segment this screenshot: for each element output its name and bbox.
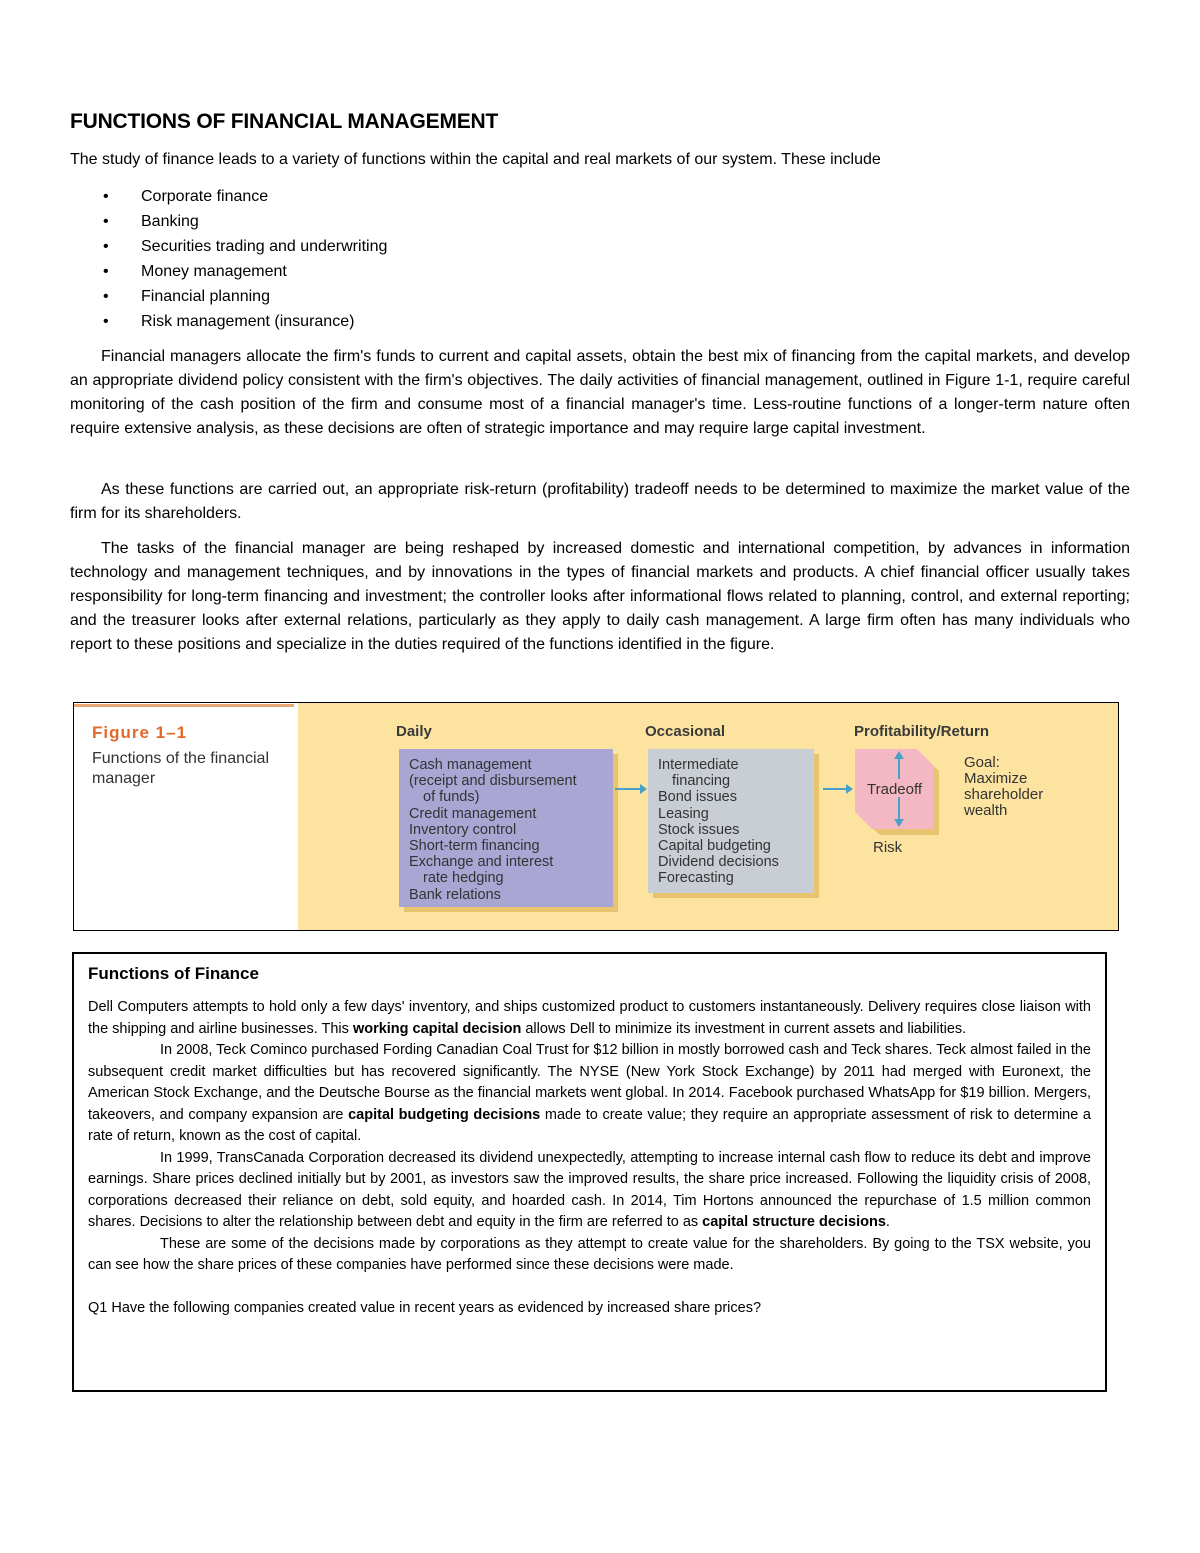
occasional-list [648, 749, 814, 887]
list-item: • Financial planning [70, 286, 387, 311]
emphasis-term: working capital decision [352, 1020, 522, 1037]
profitability-heading: Profitability/Return [854, 723, 990, 740]
goal-line: wealth [964, 802, 1008, 819]
list-item: (receipt and disbursement [409, 773, 577, 790]
list-item: • Corporate finance [70, 186, 387, 211]
case-paragraph [88, 1148, 1091, 1234]
text-run: allows Dell to minimize its investment in current assets and liabilities. [521, 1020, 967, 1037]
list-item: Cash management [409, 757, 532, 773]
list-item: Inventory control [409, 821, 517, 838]
text-run: . [885, 1214, 890, 1230]
question-text: Q1 Have the following companies created value in recent years as evidenced by increased share prices? [88, 1299, 762, 1316]
functions-list [70, 186, 387, 336]
figure-1-1 [73, 702, 1119, 931]
figure-label: Figure 1–1 [92, 723, 188, 742]
list-item: Intermediate [658, 757, 739, 773]
list-item: Exchange and interest [409, 854, 554, 871]
list-item: Bank relations [409, 886, 501, 903]
list-item: Dividend decisions [658, 854, 779, 871]
list-item: rate hedging [423, 870, 504, 887]
daily-box [399, 749, 613, 907]
functions-of-finance-box [72, 952, 1107, 1392]
risk-label: Risk [873, 839, 903, 856]
paragraph-financial-managers: Financial managers allocate the firm's funds to current and capital assets, obtain the best mix of financing from the capital markets, and develop an appropriate dividend policy consistent with the firm's objectives. The daily activities of financial management, outlined in Figure 1-1, require careful monitoring of the cash position of the firm and consume most of a financial manager's time. Less-routine functions of a longer-term nature often require extensive analysis, as these decisions are often of strategic importance and may require large capital investment. [70, 348, 1130, 437]
figure-rule [74, 704, 294, 707]
list-item: Credit management [409, 805, 537, 822]
case-title: Functions of Finance [88, 964, 259, 983]
goal-line: shareholder [964, 786, 1044, 803]
emphasis-term: capital budgeting decisions [348, 1106, 541, 1123]
list-item: Forecasting [658, 870, 734, 887]
list-item: Short-term financing [409, 838, 540, 855]
tradeoff-label: Tradeoff [867, 781, 923, 798]
daily-list [399, 749, 613, 903]
page-title: FUNCTIONS OF FINANCIAL MANAGEMENT [70, 110, 499, 133]
list-item: • Banking [70, 211, 387, 236]
text-run: Dell Computers attempts to hold only a few days' inventory, and ships customized product to customers instantaneously. Delivery requires close liaison with the shipping and airline businesses. This [88, 999, 1091, 1037]
list-item: • Money management [70, 261, 387, 286]
figure-caption: Functions of the financial manager [92, 750, 269, 787]
list-item: • Risk management (insurance) [70, 311, 387, 336]
text-run: made to create value; they require an appropriate assessment of risk to determine a rate of return, known as the cost of capital. [88, 1106, 1091, 1144]
occasional-box [648, 749, 814, 893]
list-item: Stock issues [658, 821, 740, 838]
arrow-right-icon [615, 788, 645, 790]
text-run: In 1999, TransCanada Corporation decreased its dividend unexpectedly, attempting to increase internal cash flow to reduce its debt and improve earnings. Share prices declined initially but by 2001, as investors saw the improved results, the share price increased. Following the liquidity crisis of 2008, corporations decreased their reliance on debt, sold equity, and hoarded cash. In 2014, Tim Hortons announced the repurchase of 1.5 million common shares. Decisions to alter the relationship between debt and equity in the firm are referred to as [88, 1149, 1091, 1230]
intro-text: The study of finance leads to a variety of functions within the capital and real markets of our system. These include [70, 151, 881, 168]
goal-line: Goal: [964, 754, 1000, 771]
arrow-right-icon [823, 788, 851, 790]
emphasis-term: capital structure decisions [702, 1214, 886, 1230]
case-paragraph [88, 1040, 1091, 1148]
case-body [88, 997, 1091, 1319]
figure-diagram-panel [298, 703, 1118, 930]
goal-text [964, 755, 1043, 819]
paragraph-tasks: The tasks of the financial manager are being reshaped by increased domestic and international competition, by advances in information technology and management techniques, and by innovations in the types of financial markets and products. A chief financial officer usually takes responsibility for long-term financing and investment; the controller looks after informational flows related to planning, control, and external reporting; and the treasurer looks after external relations, particularly as they apply to daily cash management. A large firm often has many individuals who report to these positions and specialize in the duties required of the functions identified in the figure. [70, 540, 1130, 653]
paragraph-risk-return: As these functions are carried out, an appropriate risk-return (profitability) tradeoff needs to be determined to maximize the market value of the firm for its shareholders. [70, 481, 1130, 522]
list-item: • Securities trading and underwriting [70, 236, 387, 261]
figure-caption-panel [74, 703, 298, 930]
case-paragraph: These are some of the decisions made by corporations as they attempt to create value for the shareholders. By going to the TSX website, you can see how the share prices of these companies have performed since these decisions were made. [88, 1235, 1091, 1273]
list-item: financing [672, 773, 731, 790]
list-item: Leasing [658, 805, 709, 822]
occasional-heading: Occasional [645, 723, 726, 740]
daily-heading: Daily [396, 723, 432, 740]
list-item: Capital budgeting [658, 838, 771, 855]
list-item: of funds) [423, 789, 480, 806]
case-paragraph [88, 997, 1091, 1040]
text-run: In 2008, Teck Cominco purchased Fording Canadian Coal Trust for $12 billion in mostly borrowed cash and Teck shares. Teck almost failed in the subsequent credit market difficulties but has recovered significantly. The NYSE (New York Stock Exchange) by 2011 had merged with Euronext, the American Stock Exchange, and the Deutsche Bourse as the financial markets went global. In 2014. Facebook purchased WhatsApp for $19 billion. Mergers, takeovers, and company expansion are [88, 1042, 1091, 1123]
list-item: Bond issues [658, 789, 737, 806]
goal-line: Maximize [964, 770, 1028, 787]
